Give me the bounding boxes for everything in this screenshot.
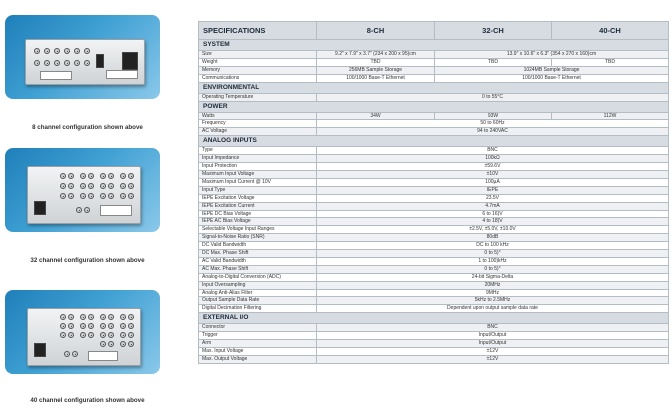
row-label: IEPE Excitation Voltage bbox=[199, 194, 317, 202]
row-label: Analog-to-Digital Conversion (ADC) bbox=[199, 273, 317, 281]
table-row bbox=[199, 242, 669, 250]
row-value: 0 to 5)° bbox=[317, 250, 669, 258]
table-row bbox=[199, 226, 669, 234]
row-value: Input/Output bbox=[317, 332, 669, 340]
row-label: Input Impedance bbox=[199, 155, 317, 163]
table-row bbox=[199, 51, 669, 59]
row-label: Trigger bbox=[199, 332, 317, 340]
row-label: Input Oversampling bbox=[199, 281, 317, 289]
table-row bbox=[199, 257, 669, 265]
table-row bbox=[199, 273, 669, 281]
row-label: AC Valid Bandwidth bbox=[199, 257, 317, 265]
specifications-table bbox=[198, 21, 669, 364]
caption-32ch: 32 channel configuration shown above bbox=[30, 257, 145, 264]
row-label: Output Sample Data Rate bbox=[199, 297, 317, 305]
section-power: POWER bbox=[199, 101, 669, 112]
table-row bbox=[199, 66, 669, 74]
row-value: Dependent upon output sample data rate bbox=[317, 305, 669, 313]
table-row bbox=[199, 250, 669, 258]
row-label: Weight bbox=[199, 58, 317, 66]
row-value: 6 to 16)V bbox=[317, 210, 669, 218]
table-row bbox=[199, 265, 669, 273]
device-8ch bbox=[25, 39, 145, 85]
section-analog-inputs: ANALOG INPUTS bbox=[199, 136, 669, 147]
row-value: BNC bbox=[317, 147, 669, 155]
row-value: ±12V bbox=[317, 355, 669, 363]
row-label: IEPE Excitation Current bbox=[199, 202, 317, 210]
row-label: Watts bbox=[199, 112, 317, 120]
row-value: 9MHz bbox=[317, 289, 669, 297]
table-row bbox=[199, 128, 669, 136]
section-external-io: EXTERNAL I/O bbox=[199, 313, 669, 324]
table-row bbox=[199, 340, 669, 348]
row-label: AC Voltage bbox=[199, 128, 317, 136]
row-value: 5kHz to 2.5MHz bbox=[317, 297, 669, 305]
table-row bbox=[199, 355, 669, 363]
row-value: IEPE bbox=[317, 186, 669, 194]
row-label: Max. Output Voltage bbox=[199, 355, 317, 363]
table-row bbox=[199, 93, 669, 101]
row-value: 80dB bbox=[317, 234, 669, 242]
row-label: Max. Input Voltage bbox=[199, 348, 317, 356]
row-value: 9.2" x 7.9" x 3.7" (234 x 200 x 95)cm bbox=[317, 51, 435, 59]
table-row bbox=[199, 305, 669, 313]
table-row bbox=[199, 210, 669, 218]
row-label: Maximum Input Voltage bbox=[199, 170, 317, 178]
row-label: Digital Decimation Filtering bbox=[199, 305, 317, 313]
row-value: 4 to 18)V bbox=[317, 218, 669, 226]
table-row bbox=[199, 348, 669, 356]
table-row bbox=[199, 202, 669, 210]
table-row bbox=[199, 324, 669, 332]
row-value: 24-bit Sigma-Delta bbox=[317, 273, 669, 281]
table-row bbox=[199, 58, 669, 66]
table-row bbox=[199, 281, 669, 289]
header-title: SPECIFICATIONS bbox=[199, 22, 317, 40]
row-label: DC Valid Bandwidth bbox=[199, 242, 317, 250]
row-value: 23.5V bbox=[317, 194, 669, 202]
row-value: 0 to 55°C bbox=[317, 93, 669, 101]
row-label: IEPE DC Bias Voltage bbox=[199, 210, 317, 218]
table-row bbox=[199, 74, 669, 82]
row-value: TBD bbox=[435, 58, 552, 66]
row-value: ±10V bbox=[317, 170, 669, 178]
row-label: Frequency bbox=[199, 120, 317, 128]
table-row bbox=[199, 178, 669, 186]
row-label: Operating Temperature bbox=[199, 93, 317, 101]
table-row bbox=[199, 218, 669, 226]
header-8ch: 8-CH bbox=[317, 22, 435, 40]
table-row bbox=[199, 186, 669, 194]
table-row bbox=[199, 289, 669, 297]
product-photo-8ch bbox=[5, 15, 160, 99]
row-label: Maximum Input Current @ 10V bbox=[199, 178, 317, 186]
row-label: Connector bbox=[199, 324, 317, 332]
row-label: Memory bbox=[199, 66, 317, 74]
table-row bbox=[199, 332, 669, 340]
section-system: SYSTEM bbox=[199, 40, 669, 51]
row-label: Size bbox=[199, 51, 317, 59]
row-label: Communications bbox=[199, 74, 317, 82]
row-value: 1024MB Sample Storage bbox=[435, 66, 669, 74]
device-32ch bbox=[27, 166, 141, 224]
row-value: 93W bbox=[435, 112, 552, 120]
row-label: Input Protection bbox=[199, 163, 317, 171]
table-row bbox=[199, 297, 669, 305]
table-row bbox=[199, 155, 669, 163]
row-value: 1 to 100)kHz bbox=[317, 257, 669, 265]
product-images-column bbox=[0, 0, 195, 415]
row-label: Analog Anti-Alias Filter bbox=[199, 289, 317, 297]
row-value: BNC bbox=[317, 324, 669, 332]
row-label: Arm bbox=[199, 340, 317, 348]
caption-40ch: 40 channel configuration shown above bbox=[30, 397, 145, 404]
table-header bbox=[199, 22, 669, 40]
row-value: 4.7mA bbox=[317, 202, 669, 210]
row-label: DC Max. Phase Shift bbox=[199, 250, 317, 258]
device-40ch bbox=[27, 308, 141, 366]
row-label: Input Type bbox=[199, 186, 317, 194]
row-value: 256MB Sample Storage bbox=[317, 66, 435, 74]
row-label: AC Max. Phase Shift bbox=[199, 265, 317, 273]
row-value: Input/Output bbox=[317, 340, 669, 348]
table-row bbox=[199, 234, 669, 242]
row-value: ±59.6V bbox=[317, 163, 669, 171]
section-environmental: ENVIRONMENTAL bbox=[199, 82, 669, 93]
table-row bbox=[199, 112, 669, 120]
row-value: ±12V bbox=[317, 348, 669, 356]
row-value: 50 to 60Hz bbox=[317, 120, 669, 128]
row-value: 112W bbox=[552, 112, 669, 120]
row-value: 13.9" x 10.6" x 6.3" (354 x 270 x 160)cm bbox=[435, 51, 669, 59]
row-label: IEPE AC Bias Voltage bbox=[199, 218, 317, 226]
table-row bbox=[199, 120, 669, 128]
header-40ch: 40-CH bbox=[552, 22, 669, 40]
row-value: 20MHz bbox=[317, 281, 669, 289]
row-value: TBD bbox=[317, 58, 435, 66]
product-photo-32ch bbox=[5, 148, 160, 232]
row-value: ±2.5V, ±5.0V, ±10.0V bbox=[317, 226, 669, 234]
row-value: 100/1000 Base-T Ethernet bbox=[317, 74, 435, 82]
row-value: TBD bbox=[552, 58, 669, 66]
row-value: 100µA bbox=[317, 178, 669, 186]
table-row bbox=[199, 194, 669, 202]
row-label: Signal-to-Noise Ratio (SNR) bbox=[199, 234, 317, 242]
row-value: 100kΩ bbox=[317, 155, 669, 163]
row-label: Type bbox=[199, 147, 317, 155]
row-value: 100/1000 Base-T Ethernet bbox=[435, 74, 669, 82]
row-value: 94 to 240VAC bbox=[317, 128, 669, 136]
row-label: Selectable Voltage Input Ranges bbox=[199, 226, 317, 234]
row-value: 0 to 5)° bbox=[317, 265, 669, 273]
table-row bbox=[199, 147, 669, 155]
table-row bbox=[199, 163, 669, 171]
row-value: 34W bbox=[317, 112, 435, 120]
header-32ch: 32-CH bbox=[435, 22, 552, 40]
row-value: DC to 100 kHz bbox=[317, 242, 669, 250]
product-photo-40ch bbox=[5, 290, 160, 374]
caption-8ch: 8 channel configuration shown above bbox=[32, 124, 143, 131]
table-row bbox=[199, 170, 669, 178]
